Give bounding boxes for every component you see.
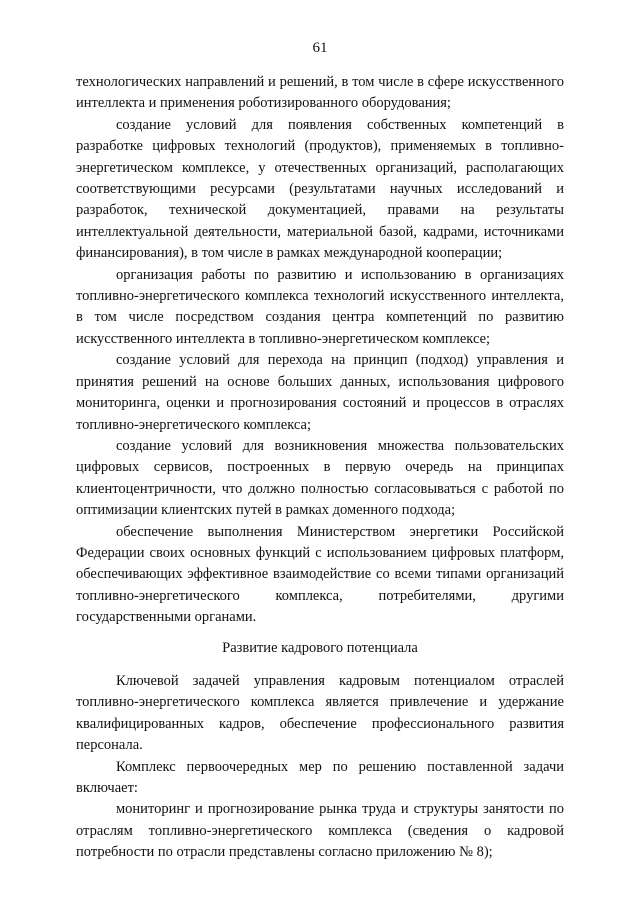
section-heading: Развитие кадрового потенциала [222,639,418,656]
paragraph-digital-competencies: создание условий для появления собственных компетенций в разработке цифровых технологий (продуктов), применяемых в топливно-энергетическом комплексе, у отечественных организаций, располагающих соответствующими ресурсами (результатами научных исследований и разработок, технической документацией, правами на результаты интеллектуальной деятельности, материальной базой, кадрами, источниками финансирования), в том числе в рамках международной кооперации; [76,116,564,262]
paragraph-big-data: создание условий для перехода на принцип (подход) управления и принятия решений на основе больших данных, использования цифрового мониторинга, оценки и прогнозирования состояний и процессов в отраслях топливно-энергетического комплекса; [76,352,564,433]
document-body [76,72,564,864]
paragraph-ai-development: организация работы по развитию и использованию в организациях топливно-энергетического комплекса технологий искусственного интеллекта, в том числе посредством создания центра компетенций по развитию искусственного интеллекта в топливно-энергетическом комплексе; [76,266,564,347]
paragraph-measures-intro: Комплекс первоочередных мер по решению поставленной задачи включает: [76,758,564,796]
paragraph-labor-monitoring: мониторинг и прогнозирование рынка труда и структуры занятости по отраслям топливно-энергетического комплекса (сведения о кадровой потребности по отрасли представлены согласно приложению № 8); [76,801,564,861]
paragraph-continuation: технологических направлений и решений, в том числе в сфере искусственного интеллекта и применения роботизированного оборудования; [76,74,564,112]
paragraph-ministry-functions: обеспечение выполнения Министерством энергетики Российской Федерации своих основных функций с использованием цифровых платформ, обеспечивающих эффективное взаимодействие со всеми типами организаций топливно-энергетического комплекса, потребителями, другими государственными органами. [76,523,564,626]
page-number: 61 [312,40,328,56]
paragraph-key-task: Ключевой задачей управления кадровым потенциалом отраслей топливно-энергетического комплекса является привлечение и удержание квалифицированных кадров, обеспечение профессионального развития персонала. [76,672,564,754]
paragraph-user-services: создание условий для возникновения множества пользовательских цифровых сервисов, построенных в первую очередь на принципах клиентоцентричности, что должно полностью согласовываться с работой по оптимизации клиентских путей в рамках доменного подхода; [76,437,564,519]
